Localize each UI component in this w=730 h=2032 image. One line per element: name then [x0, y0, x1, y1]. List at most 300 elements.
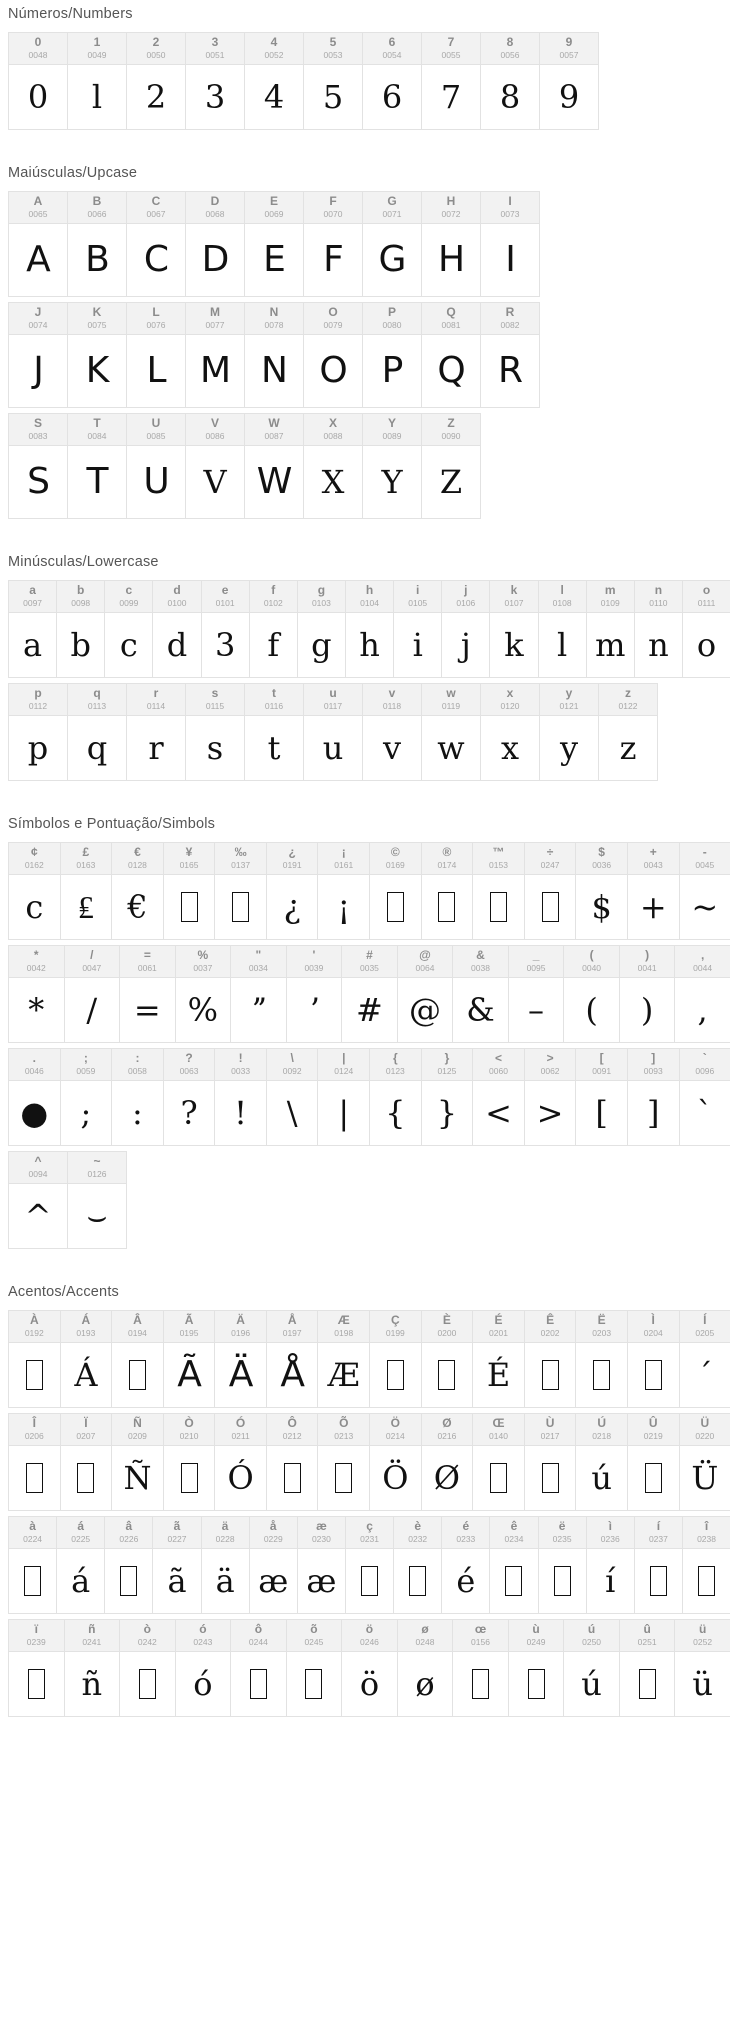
glyph-cell[interactable]: [8, 842, 61, 940]
glyph-cell[interactable]: [8, 580, 57, 678]
glyph-render: [490, 613, 537, 677]
glyph-render: [318, 1446, 369, 1510]
glyph-cell[interactable]: [163, 1413, 216, 1511]
glyph-cell[interactable]: [452, 945, 509, 1043]
glyph-cell[interactable]: [185, 413, 245, 519]
glyph-cell-header: [215, 1049, 266, 1081]
glyph-code-label: 0191: [282, 860, 302, 870]
glyph-char-label: M: [210, 305, 220, 319]
glyph-cell[interactable]: [480, 302, 540, 408]
glyph-sample: í: [605, 1562, 616, 1600]
glyph-render: [153, 613, 200, 677]
glyph-code-label: 0088: [323, 431, 343, 441]
glyph-cell[interactable]: [60, 842, 113, 940]
missing-glyph-box-icon: [305, 1669, 322, 1699]
glyph-cell[interactable]: [67, 683, 127, 781]
glyph-cell[interactable]: [266, 842, 319, 940]
glyph-sample: t: [267, 729, 281, 767]
glyph-cell[interactable]: [575, 1413, 628, 1511]
glyph-cell[interactable]: [214, 1048, 267, 1146]
glyph-cell[interactable]: [480, 32, 540, 130]
glyph-cell[interactable]: [163, 1310, 216, 1408]
glyph-render: [318, 875, 369, 939]
missing-glyph-box-icon: [232, 892, 249, 922]
glyph-cell[interactable]: [126, 683, 186, 781]
glyph-cell[interactable]: [8, 302, 68, 408]
glyph-render: [127, 65, 185, 129]
glyph-char-label: ï: [34, 1622, 38, 1636]
glyph-cell[interactable]: [341, 945, 398, 1043]
glyph-cell[interactable]: [249, 580, 298, 678]
glyph-cell[interactable]: [67, 191, 127, 297]
glyph-cell[interactable]: [67, 1151, 127, 1249]
glyph-cell[interactable]: [586, 580, 635, 678]
glyph-cell[interactable]: [472, 842, 525, 940]
glyph-sample: /: [86, 991, 98, 1029]
glyph-cell[interactable]: [679, 1413, 730, 1511]
glyph-cell[interactable]: [163, 842, 216, 940]
glyph-cell[interactable]: [126, 413, 186, 519]
glyph-cell[interactable]: [152, 580, 201, 678]
glyph-code-label: 0114: [146, 701, 166, 711]
glyph-render: [9, 1184, 67, 1248]
glyph-cell[interactable]: [674, 945, 730, 1043]
glyph-cell[interactable]: [56, 580, 105, 678]
glyph-render: [215, 1343, 266, 1407]
glyph-render: [68, 716, 126, 780]
glyph-cell[interactable]: [421, 1310, 474, 1408]
glyph-cell[interactable]: [539, 32, 599, 130]
glyph-cell[interactable]: [472, 1310, 525, 1408]
glyph-sample: 3: [204, 78, 226, 116]
glyph-char-label: 4: [270, 35, 278, 49]
glyph-cell[interactable]: [111, 1310, 164, 1408]
glyph-cell-header: [628, 843, 679, 875]
glyph-cell[interactable]: [362, 302, 422, 408]
glyph-cell[interactable]: [8, 191, 68, 297]
missing-glyph-box-icon: [554, 1566, 571, 1596]
glyph-render: [473, 1081, 524, 1145]
glyph-cell-header: [490, 581, 537, 613]
glyph-code-label: 0101: [215, 598, 235, 608]
glyph-cell[interactable]: [126, 32, 186, 130]
missing-glyph-box-icon: [542, 1360, 559, 1390]
glyph-cell[interactable]: [619, 945, 676, 1043]
glyph-char-label: }: [444, 1051, 450, 1065]
glyph-char-label: U: [151, 416, 161, 430]
glyph-row: [8, 191, 730, 297]
glyph-cell[interactable]: [297, 580, 346, 678]
glyph-render: [628, 1446, 679, 1510]
glyph-cell[interactable]: [119, 1619, 176, 1717]
glyph-cell-header: [422, 1049, 473, 1081]
glyph-cell[interactable]: [421, 683, 481, 781]
glyph-code-label: 0128: [127, 860, 147, 870]
glyph-code-label: 0080: [382, 320, 402, 330]
glyph-cell[interactable]: [362, 683, 422, 781]
glyph-code-label: 0110: [649, 598, 668, 608]
glyph-cell[interactable]: [8, 413, 68, 519]
glyph-cell[interactable]: [8, 1151, 68, 1249]
glyph-cell[interactable]: [266, 1048, 319, 1146]
glyph-cell[interactable]: [67, 302, 127, 408]
glyph-cell-header: [675, 946, 730, 978]
glyph-cell[interactable]: [185, 191, 245, 297]
glyph-cell[interactable]: [126, 302, 186, 408]
glyph-cell[interactable]: [286, 945, 343, 1043]
glyph-cell[interactable]: [575, 1048, 628, 1146]
glyph-char-label: `: [702, 1051, 707, 1065]
glyph-sample: ö: [359, 1665, 380, 1703]
glyph-cell[interactable]: [119, 945, 176, 1043]
missing-glyph-box-icon: [645, 1360, 662, 1390]
glyph-code-label: 0035: [359, 963, 379, 973]
glyph-sample: ;: [80, 1094, 92, 1132]
glyph-render: [231, 978, 286, 1042]
glyph-code-label: 0161: [334, 860, 354, 870]
glyph-cell[interactable]: [480, 191, 540, 297]
glyph-cell[interactable]: [441, 580, 490, 678]
glyph-sample: %: [187, 991, 219, 1029]
glyph-cell[interactable]: [524, 1310, 577, 1408]
glyph-cell[interactable]: [452, 1619, 509, 1717]
glyph-render: [245, 716, 303, 780]
glyph-cell[interactable]: [421, 1413, 474, 1511]
glyph-cell[interactable]: [598, 683, 658, 781]
glyph-cell[interactable]: [214, 1413, 267, 1511]
glyph-cell[interactable]: [8, 1048, 61, 1146]
glyph-render: [398, 978, 453, 1042]
glyph-render: [683, 1549, 730, 1613]
glyph-cell[interactable]: [67, 413, 127, 519]
glyph-cell[interactable]: [303, 683, 363, 781]
glyph-cell[interactable]: [634, 1516, 683, 1614]
glyph-cell[interactable]: [126, 191, 186, 297]
glyph-cell[interactable]: [627, 1413, 680, 1511]
glyph-render: [680, 1446, 730, 1510]
glyph-code-label: 0249: [526, 1637, 546, 1647]
glyph-cell-header: [587, 1517, 634, 1549]
glyph-cell[interactable]: [8, 1413, 61, 1511]
glyph-code-label: 0125: [437, 1066, 457, 1076]
glyph-cell[interactable]: [67, 32, 127, 130]
glyph-cell[interactable]: [472, 1413, 525, 1511]
glyph-render: [250, 1549, 297, 1613]
glyph-cell[interactable]: [8, 945, 65, 1043]
glyph-code-label: 0199: [385, 1328, 405, 1338]
glyph-char-label: ô: [254, 1622, 263, 1636]
glyph-cell-header: [245, 684, 303, 716]
glyph-cell[interactable]: [214, 1310, 267, 1408]
missing-glyph-box-icon: [472, 1669, 489, 1699]
glyph-cell[interactable]: [489, 580, 538, 678]
glyph-char-label: Â: [133, 1313, 142, 1327]
glyph-render: [525, 1446, 576, 1510]
glyph-code-label: 0106: [456, 598, 476, 608]
glyph-cell[interactable]: [369, 1048, 422, 1146]
glyph-cell[interactable]: [369, 842, 422, 940]
glyph-render: [245, 335, 303, 407]
glyph-sample: á: [71, 1562, 91, 1600]
glyph-char-label: û: [643, 1622, 651, 1636]
glyph-cell[interactable]: [111, 842, 164, 940]
glyph-cell[interactable]: [8, 1516, 57, 1614]
glyph-cell[interactable]: [303, 302, 363, 408]
glyph-code-label: 0074: [28, 320, 48, 330]
glyph-cell[interactable]: [104, 580, 153, 678]
glyph-cell-header: [9, 414, 67, 446]
glyph-char-label: Q: [446, 305, 456, 319]
glyph-cell[interactable]: [524, 1048, 577, 1146]
glyph-code-label: 0115: [205, 701, 225, 711]
glyph-sample: &: [466, 991, 495, 1029]
glyph-cell[interactable]: [679, 842, 730, 940]
glyph-cell[interactable]: [421, 1048, 474, 1146]
glyph-cell[interactable]: [508, 1619, 565, 1717]
glyph-cell[interactable]: [317, 1413, 370, 1511]
glyph-cell[interactable]: [60, 1048, 113, 1146]
glyph-char-label: ¥: [185, 845, 193, 859]
glyph-cell[interactable]: [303, 191, 363, 297]
glyph-cell[interactable]: [244, 191, 304, 297]
glyph-sample: Ñ: [123, 1459, 152, 1497]
glyph-row: [8, 683, 730, 781]
glyph-cell[interactable]: [303, 32, 363, 130]
glyph-cell[interactable]: [397, 945, 454, 1043]
glyph-cell[interactable]: [538, 580, 587, 678]
glyph-render: [250, 613, 297, 677]
glyph-sample: l: [91, 78, 103, 116]
glyph-char-label: /: [90, 948, 94, 962]
glyph-cell[interactable]: [508, 945, 565, 1043]
glyph-cell[interactable]: [244, 413, 304, 519]
glyph-code-label: 0246: [359, 1637, 379, 1647]
glyph-char-label: B: [92, 194, 102, 208]
glyph-cell[interactable]: [393, 580, 442, 678]
glyph-cell[interactable]: [369, 1310, 422, 1408]
glyph-cell[interactable]: [524, 1413, 577, 1511]
glyph-cell-header: [481, 684, 539, 716]
glyph-cell[interactable]: [489, 1516, 538, 1614]
glyph-cell[interactable]: [152, 1516, 201, 1614]
glyph-cell[interactable]: [563, 1619, 620, 1717]
glyph-char-label: O: [328, 305, 338, 319]
glyph-code-label: 0097: [23, 598, 43, 608]
glyph-char-label: J: [34, 305, 42, 319]
glyph-cell[interactable]: [679, 1310, 730, 1408]
glyph-cell[interactable]: [627, 1048, 680, 1146]
glyph-cell[interactable]: [303, 413, 363, 519]
glyph-cell-header: [346, 581, 393, 613]
glyph-char-label: ‰: [234, 845, 247, 859]
glyph-char-label: W: [268, 416, 280, 430]
glyph-cell[interactable]: [539, 683, 599, 781]
glyph-cell-header: [65, 1620, 120, 1652]
glyph-cell[interactable]: [175, 945, 232, 1043]
glyph-cell[interactable]: [421, 191, 481, 297]
glyph-cell-header: [370, 1311, 421, 1343]
glyph-cell[interactable]: [104, 1516, 153, 1614]
glyph-char-label: n: [654, 583, 663, 597]
glyph-char-label: ': [312, 948, 316, 962]
glyph-cell[interactable]: [244, 302, 304, 408]
glyph-cell[interactable]: [627, 1310, 680, 1408]
glyph-char-label: ë: [558, 1519, 566, 1533]
glyph-cell[interactable]: [185, 683, 245, 781]
glyph-cell[interactable]: [345, 1516, 394, 1614]
glyph-cell[interactable]: [674, 1619, 730, 1717]
glyph-cell[interactable]: [266, 1310, 319, 1408]
glyph-cell[interactable]: [249, 1516, 298, 1614]
glyph-char-label: 5: [329, 35, 337, 49]
glyph-render: [363, 224, 421, 296]
glyph-cell[interactable]: [286, 1619, 343, 1717]
glyph-render: [61, 1446, 112, 1510]
glyph-sample: ¿: [283, 888, 301, 926]
glyph-cell[interactable]: [421, 302, 481, 408]
glyph-cell-header: [525, 1311, 576, 1343]
glyph-render: [635, 613, 682, 677]
glyph-cell[interactable]: [297, 1516, 346, 1614]
glyph-sample: ?: [180, 1094, 198, 1132]
glyph-cell[interactable]: [627, 842, 680, 940]
glyph-cell[interactable]: [575, 842, 628, 940]
glyph-cell[interactable]: [634, 580, 683, 678]
glyph-render: [628, 1081, 679, 1145]
glyph-sample: U: [143, 461, 169, 502]
glyph-cell[interactable]: [472, 1048, 525, 1146]
glyph-cell-header: [120, 946, 175, 978]
glyph-code-label: 0218: [592, 1431, 612, 1441]
glyph-cell[interactable]: [214, 842, 267, 940]
glyph-render: [61, 875, 112, 939]
glyph-cell[interactable]: [8, 683, 68, 781]
glyph-code-label: 0062: [540, 1066, 560, 1076]
glyph-cell[interactable]: [244, 32, 304, 130]
glyph-code-label: 0203: [592, 1328, 612, 1338]
glyph-cell[interactable]: [185, 302, 245, 408]
glyph-sample: n: [648, 626, 669, 664]
glyph-char-label: ]: [651, 1051, 656, 1065]
glyph-cell[interactable]: [230, 1619, 287, 1717]
glyph-cell[interactable]: [317, 1048, 370, 1146]
glyph-cell[interactable]: [201, 580, 250, 678]
glyph-cell[interactable]: [441, 1516, 490, 1614]
glyph-sample: S: [27, 461, 49, 502]
glyph-cell[interactable]: [163, 1048, 216, 1146]
missing-glyph-box-icon: [528, 1669, 545, 1699]
glyph-cell[interactable]: [679, 1048, 730, 1146]
glyph-cell[interactable]: [421, 32, 481, 130]
glyph-cell[interactable]: [421, 842, 474, 940]
glyph-cell[interactable]: [362, 413, 422, 519]
glyph-char-label: t: [272, 686, 276, 700]
glyph-code-label: 0219: [643, 1431, 663, 1441]
glyph-cell[interactable]: [230, 945, 287, 1043]
glyph-render: [57, 613, 104, 677]
glyph-char-label: ö: [365, 1622, 374, 1636]
missing-glyph-box-icon: [542, 892, 559, 922]
glyph-cell-header: [453, 946, 508, 978]
glyph-cell[interactable]: [185, 32, 245, 130]
glyph-code-label: 0068: [205, 209, 225, 219]
glyph-cell-header: [105, 1517, 152, 1549]
glyph-render: [9, 1446, 60, 1510]
glyph-cell-header: [539, 1517, 586, 1549]
glyph-render: [9, 978, 64, 1042]
glyph-code-label: 0040: [582, 963, 602, 973]
glyph-cell[interactable]: [586, 1516, 635, 1614]
glyph-cell[interactable]: [575, 1310, 628, 1408]
glyph-cell[interactable]: [563, 945, 620, 1043]
glyph-cell[interactable]: [397, 1619, 454, 1717]
glyph-cell[interactable]: [266, 1413, 319, 1511]
glyph-cell[interactable]: [341, 1619, 398, 1717]
glyph-char-label: E: [269, 194, 278, 208]
glyph-cell[interactable]: [64, 1619, 121, 1717]
glyph-cell[interactable]: [362, 191, 422, 297]
glyph-char-label: æ: [316, 1519, 327, 1533]
glyph-sample: f: [267, 626, 280, 664]
glyph-cell[interactable]: [60, 1310, 113, 1408]
glyph-render: [473, 1343, 524, 1407]
glyph-cell[interactable]: [201, 1516, 250, 1614]
glyph-cell[interactable]: [111, 1413, 164, 1511]
glyph-sample: 8: [499, 78, 521, 116]
glyph-cell[interactable]: [369, 1413, 422, 1511]
glyph-cell[interactable]: [682, 580, 730, 678]
glyph-cell[interactable]: [60, 1413, 113, 1511]
glyph-cell-header: [394, 1517, 441, 1549]
glyph-render: [65, 978, 120, 1042]
glyph-cell[interactable]: [111, 1048, 164, 1146]
glyph-cell[interactable]: [317, 1310, 370, 1408]
glyph-code-label: 0204: [643, 1328, 663, 1338]
glyph-sample: 6: [381, 78, 403, 116]
glyph-char-label: i: [416, 583, 420, 597]
glyph-sample: E: [263, 239, 285, 280]
glyph-char-label: Ø: [442, 1416, 452, 1430]
glyph-cell[interactable]: [345, 580, 394, 678]
glyph-char-label: k: [510, 583, 518, 597]
glyph-cell[interactable]: [317, 842, 370, 940]
glyph-cell[interactable]: [8, 1310, 61, 1408]
glyph-cell[interactable]: [175, 1619, 232, 1717]
glyph-code-label: 0053: [323, 50, 343, 60]
glyph-cell[interactable]: [8, 32, 68, 130]
glyph-sample: G: [378, 239, 406, 280]
glyph-char-label: 6: [388, 35, 396, 49]
glyph-cell[interactable]: [64, 945, 121, 1043]
glyph-cell[interactable]: [682, 1516, 730, 1614]
glyph-cell[interactable]: [393, 1516, 442, 1614]
section-title-numbers: Números/Numbers: [8, 6, 133, 22]
glyph-cell[interactable]: [362, 32, 422, 130]
glyph-char-label: *: [33, 948, 39, 962]
glyph-cell[interactable]: [56, 1516, 105, 1614]
glyph-code-label: 0225: [71, 1534, 91, 1544]
glyph-cell[interactable]: [244, 683, 304, 781]
glyph-cell-header: [473, 843, 524, 875]
glyph-cell[interactable]: [538, 1516, 587, 1614]
glyph-cell[interactable]: [8, 1619, 65, 1717]
glyph-sample: *: [28, 991, 45, 1029]
glyph-cell[interactable]: [480, 683, 540, 781]
glyph-cell[interactable]: [619, 1619, 676, 1717]
glyph-cell[interactable]: [524, 842, 577, 940]
glyph-cell-header: [635, 581, 682, 613]
glyph-cell[interactable]: [421, 413, 481, 519]
